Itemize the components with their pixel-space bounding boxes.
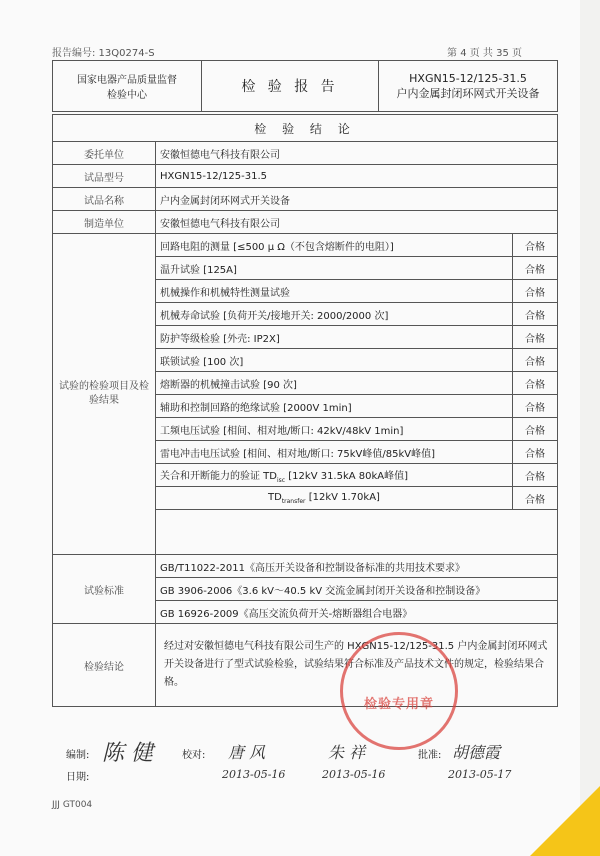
approve-signature: 胡德霞 bbox=[452, 743, 501, 762]
info-row bbox=[53, 211, 558, 234]
test-item: 辅助和控制回路的绝缘试验 [2000V 1min] bbox=[156, 395, 513, 418]
test-item: 温升试验 [125A] bbox=[156, 257, 513, 280]
checked-signature: 唐 风 bbox=[228, 743, 266, 762]
test-result: 合格 bbox=[513, 349, 558, 372]
test-row bbox=[53, 234, 558, 257]
test-item: 工频电压试验 [相间、相对地/断口: 42kV/48kV 1min] bbox=[156, 418, 513, 441]
form-code: JJJ GT004 bbox=[52, 800, 93, 810]
info-row bbox=[53, 142, 558, 165]
page-corner-decoration bbox=[530, 786, 600, 856]
conclusion-text: 经过对安徽恒德电气科技有限公司生产的 HXGN15-12/125-31.5 户内金属封闭环网式开关设备进行了型式试验检验，试验结果符合标准及产品技术文件的规定，检验结果合格。 bbox=[156, 624, 558, 707]
conclusion-table bbox=[52, 114, 558, 707]
section-title: 检 验 结 论 bbox=[53, 115, 558, 142]
standards-label: 试验标准 bbox=[53, 555, 156, 624]
test-result: 合格 bbox=[513, 234, 558, 257]
conclusion-row bbox=[53, 624, 558, 707]
document-title: 检 验 报 告 bbox=[202, 61, 379, 112]
signature-area: 编制: 陈 健 日期: 校对: 唐 风 2013-05-16 朱 祥 2013-05-16 批准: 胡德霞 2013-05-17 bbox=[52, 736, 558, 786]
info-row bbox=[53, 188, 558, 211]
product-header bbox=[379, 61, 558, 112]
info-value: 安徽恒德电气科技有限公司 bbox=[156, 211, 558, 234]
inspection-stamp bbox=[340, 632, 458, 750]
test-item: 关合和开断能力的验证 $TD_{isc}$ [12kV 31.5kA 80kA峰值] bbox=[156, 464, 513, 487]
info-label: 试品名称 bbox=[53, 188, 156, 211]
test-item: 联锁试验 [100 次] bbox=[156, 349, 513, 372]
approve-date: 2013-05-17 bbox=[448, 768, 512, 781]
product-model: HXGN15-12/125-31.5 bbox=[409, 71, 527, 85]
review-date: 2013-05-16 bbox=[322, 768, 386, 781]
page-number: 第 4 页 共 35 页 bbox=[447, 48, 522, 59]
tests-label: 试验的检验项目及检验结果 bbox=[53, 234, 156, 555]
checked-date: 2013-05-16 bbox=[222, 768, 286, 781]
info-row bbox=[53, 165, 558, 188]
info-label: 试品型号 bbox=[53, 165, 156, 188]
test-result: 合格 bbox=[513, 418, 558, 441]
test-result: 合格 bbox=[513, 326, 558, 349]
test-item: 雷电冲击电压试验 [相间、相对地/断口: 75kV峰值/85kV峰值] bbox=[156, 441, 513, 464]
prepared-signature: 陈 健 bbox=[102, 741, 153, 766]
test-result: 合格 bbox=[513, 303, 558, 326]
test-result: 合格 bbox=[513, 372, 558, 395]
test-item: 回路电阻的测量 [≤500 μ Ω（不包含熔断件的电阻）] bbox=[156, 234, 513, 257]
standard-item: GB 16926-2009《高压交流负荷开关-熔断器组合电器》 bbox=[156, 601, 558, 624]
conclusion-label: 检验结论 bbox=[53, 624, 156, 707]
stamp-label: 检验专用章 bbox=[363, 697, 434, 712]
product-name: 户内金属封闭环网式开关设备 bbox=[396, 86, 540, 100]
info-value: 安徽恒德电气科技有限公司 bbox=[156, 142, 558, 165]
report-header-table bbox=[52, 60, 558, 112]
org-name: 国家电器产品质量监督 检验中心 bbox=[53, 61, 202, 112]
test-result: 合格 bbox=[513, 257, 558, 280]
test-result: 合格 bbox=[513, 487, 558, 510]
test-item: 熔断器的机械撞击试验 [90 次] bbox=[156, 372, 513, 395]
info-label: 委托单位 bbox=[53, 142, 156, 165]
test-item: 机械寿命试验 [负荷开关/接地开关: 2000/2000 次] bbox=[156, 303, 513, 326]
test-item: $TD_{transfer}$ [12kV 1.70kA] bbox=[156, 487, 513, 510]
info-value: HXGN15-12/125-31.5 bbox=[156, 165, 558, 188]
report-number: 报告编号: 13Q0274-S bbox=[52, 48, 155, 59]
test-result: 合格 bbox=[513, 395, 558, 418]
test-result: 合格 bbox=[513, 280, 558, 303]
test-result: 合格 bbox=[513, 464, 558, 487]
standard-item: GB/T11022-2011《高压开关设备和控制设备标准的共用技术要求》 bbox=[156, 555, 558, 578]
info-value: 户内金属封闭环网式开关设备 bbox=[156, 188, 558, 211]
standard-row bbox=[53, 555, 558, 578]
test-item: 机械操作和机械特性测量试验 bbox=[156, 280, 513, 303]
test-result: 合格 bbox=[513, 441, 558, 464]
test-item: 防护等级检验 [外壳: IP2X] bbox=[156, 326, 513, 349]
review-signature: 朱 祥 bbox=[328, 743, 366, 762]
standard-item: GB 3906-2006《3.6 kV～40.5 kV 交流金属封闭开关设备和控制设备》 bbox=[156, 578, 558, 601]
info-label: 制造单位 bbox=[53, 211, 156, 234]
